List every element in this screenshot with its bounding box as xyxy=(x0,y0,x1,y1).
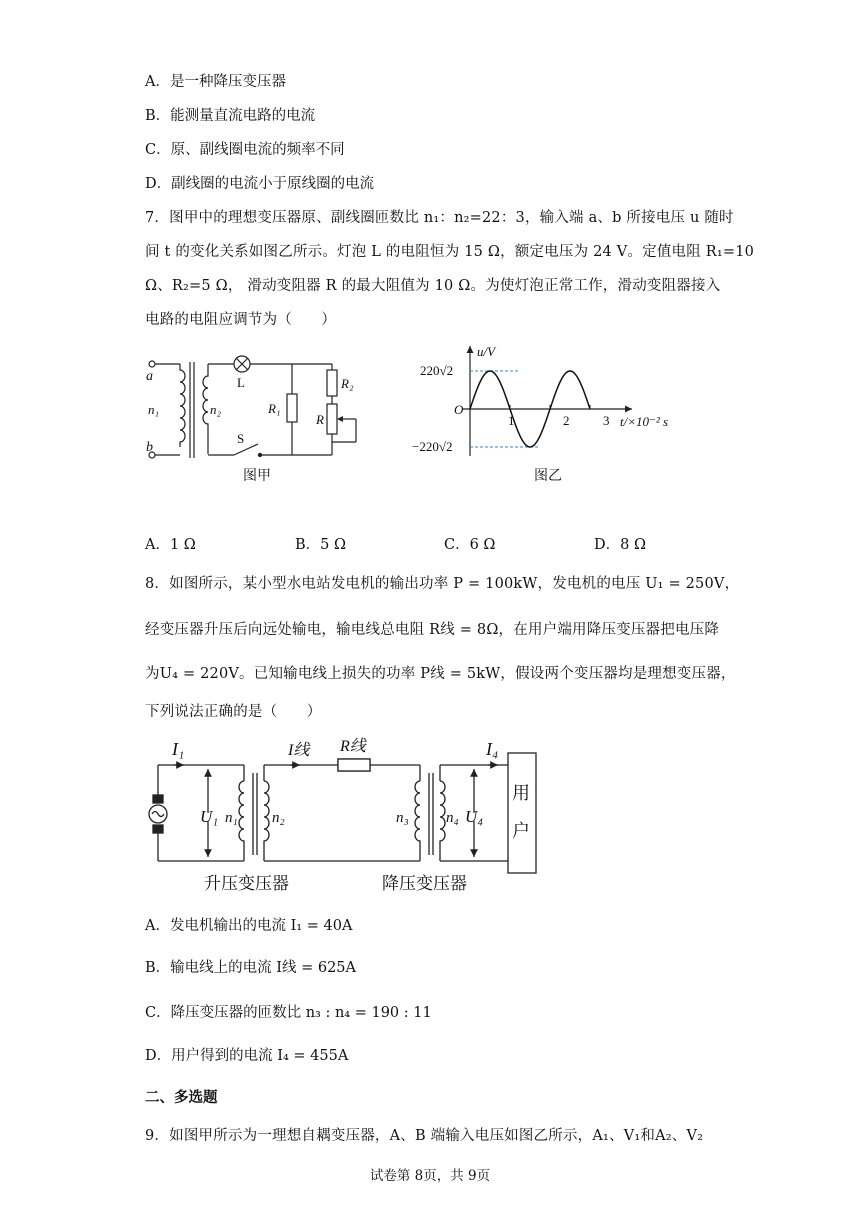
resistor-rline-label: R线 xyxy=(340,738,366,755)
q9-stem-line-1: 9．如图甲所示为一理想自耦变压器，A、B 端输入电压如图乙所示，A₁、V₁和A₂、V₂ xyxy=(145,1128,704,1144)
q6-option-a: A．是一种降压变压器 xyxy=(145,74,286,90)
fig-a-caption: 图甲 xyxy=(243,468,271,484)
terminal-a-label: a xyxy=(146,369,153,384)
q6-option-d: D．副线圈的电流小于原线圈的电流 xyxy=(145,176,375,192)
q7-stem-line-2: 间 t 的变化关系如图乙所示。灯泡 L 的电阻恒为 15 Ω，额定电压为 24 V。定值电阻 R₁=10 xyxy=(145,244,755,260)
q8-option-d: D．用户得到的电流 I₄ = 455A xyxy=(145,1048,349,1064)
line-resistor xyxy=(338,759,370,771)
terminal-b-label: b xyxy=(146,440,153,455)
current-i1-label: I₁ xyxy=(172,739,185,759)
voltage-u4-label: U₄ xyxy=(465,807,484,826)
y-min-label: −220√2 xyxy=(412,439,453,454)
fig-b-caption: 图乙 xyxy=(534,468,562,484)
q8-stem-line-3: 为U₄ = 220V。已知输电线上损失的功率 P线 = 5kW，假设两个变压器均是理想变压器， xyxy=(145,666,736,682)
q8-option-b: B．输电线上的电流 I线 = 625A xyxy=(145,960,357,976)
turns-n3-label: n₃ xyxy=(396,810,409,826)
turns-n2-label: n₂ xyxy=(272,810,285,826)
y-axis-label: u/V xyxy=(477,344,496,359)
q7-stem-line-3: Ω、R₂=5 Ω， 滑动变阻器 R 的最大阻值为 10 Ω。为使灯泡正常工作，滑动变阻器接入 xyxy=(145,278,721,294)
turns-n1-label: n₁ xyxy=(225,810,238,826)
q7-stem-line-4: 电路的电阻应调节为（ ） xyxy=(145,312,337,328)
section-title: 二、多选题 xyxy=(145,1089,218,1106)
q8-option-a: A．发电机输出的电流 I₁ = 40A xyxy=(145,918,353,934)
voltage-u1-label: U₁ xyxy=(200,807,219,826)
q7-option-b: B．5 Ω xyxy=(295,537,347,553)
y-max-label: 220√2 xyxy=(420,363,454,378)
x-axis-label: t/×10⁻² s xyxy=(620,414,669,429)
q8-option-c: C．降压变压器的匝数比 n₃ : n₄ = 190 : 11 xyxy=(145,1005,432,1021)
resistor-r2-label: R₂ xyxy=(341,376,354,391)
user-label-top: 用 xyxy=(512,783,530,803)
step-down-transformer-label: 降压变压器 xyxy=(382,874,467,893)
q7-figure-voltage-graph xyxy=(400,338,700,468)
secondary-coil-label: n₂ xyxy=(210,402,222,417)
q7-option-d: D．8 Ω xyxy=(594,537,646,553)
x-tick-1: 1 xyxy=(508,413,515,428)
q6-option-c: C．原、副线圈电流的频率不同 xyxy=(145,142,345,158)
q8-stem-line-4: 下列说法正确的是（ ） xyxy=(145,704,322,720)
origin-label: O xyxy=(454,402,464,417)
rheostat-label: R xyxy=(316,412,324,427)
resistor-r1-label: R₁ xyxy=(268,401,281,416)
primary-coil-label: n₁ xyxy=(148,402,160,417)
x-tick-2: 2 xyxy=(563,413,570,428)
page-footer: 试卷第 8页，共 9页 xyxy=(369,1168,491,1184)
q6-option-b: B．能测量直流电路的电流 xyxy=(145,108,316,124)
q8-figure-transmission xyxy=(140,733,550,898)
lamp-label: L xyxy=(237,375,245,390)
q7-stem-line-1: 7．图甲中的理想变压器原、副线圈匝数比 n₁：n₂=22：3，输入端 a、b 所接电压 u 随时 xyxy=(145,210,734,226)
x-tick-3: 3 xyxy=(603,413,610,428)
q8-stem-line-1: 8．如图所示，某小型水电站发电机的输出功率 P = 100kW，发电机的电压 U₁ = 250V， xyxy=(145,576,740,592)
q7-option-a: A．1 Ω xyxy=(145,537,196,553)
current-i4-label: I₄ xyxy=(486,739,499,759)
turns-n4-label: n₄ xyxy=(446,810,459,826)
q7-option-c: C．6 Ω xyxy=(444,537,496,553)
switch-label: S xyxy=(237,431,245,446)
current-iline-label: I线 xyxy=(288,742,310,759)
user-label-bottom: 户 xyxy=(512,821,530,841)
q8-stem-line-2: 经变压器升压后向远处输电，输电线总电阻 R线 = 8Ω，在用户端用降压变压器把电压降 xyxy=(145,622,720,638)
step-up-transformer-label: 升压变压器 xyxy=(204,874,289,893)
